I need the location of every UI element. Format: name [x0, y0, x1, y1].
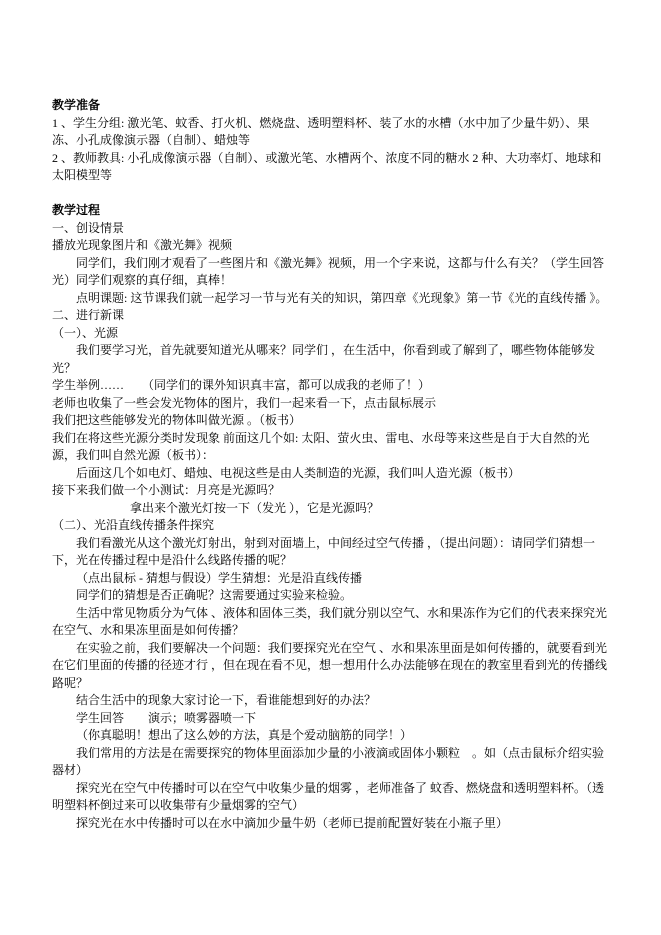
paragraph: 接下来我们做一个小测试：月亮是光源吗？ — [52, 483, 281, 497]
paragraph: 我们要学习光，首先就要知道光从哪来？同学们 ，在生活中，你看到或了解到了，哪些物体能够发光？ — [52, 343, 596, 375]
paragraph: （一）、光源 — [52, 325, 119, 340]
paragraph: 点明课题: 这节课我们就一起学习一节与光有关的知识，第四章《光现象》第一节《光的直线传播 》。 — [76, 290, 608, 305]
paragraph: 学生回答 演示；喷雾器喷一下 — [76, 710, 257, 725]
paragraph: 我们把这些能够发光的物体叫做光源 。（板书） — [52, 413, 302, 427]
paragraph: 二、进行新课 — [52, 308, 125, 322]
paragraph: 在实验之前，我们要解决一个问题：我们要探究光在空气 、水和果冻里面是如何传播的，就要看到光在它们里面的传播的径迹才行 ，但在现在看不见，想一想用什么办法能够在现在的教室里看到光的传播线路呢？ — [52, 640, 608, 690]
paragraph: 一、创设情景 — [52, 220, 125, 235]
paragraph: 拿出来个激光灯按一下（发光 ），它是光源吗？ — [130, 500, 380, 515]
paragraph: 探究光在水中传播时可以在水中滴加少量牛奶（老师已提前配置好装在小瓶子里） — [76, 815, 509, 830]
section-heading-preparation: 教学准备 — [52, 98, 101, 112]
paragraph: 同学们的猜想是否正确呢？这需要通过实验来检验。 — [76, 588, 353, 602]
paragraph: 老师也收集了一些会发光物体的图片，我们一起来看一下，点击鼠标展示 — [52, 395, 437, 410]
paragraph-student-groups: 1 、学生分组: 激光笔、蚊香、打火机、燃烧盘、透明塑料杯、装了水的水槽（水中加了少量牛奶）、果冻、小孔成像演示器（自制）、蜡烛等 — [52, 115, 590, 147]
paragraph: （你真聪明！想出了这么妙的方法，真是个爱动脑筋的同学！） — [76, 728, 413, 742]
paragraph: 我们在将这些光源分类时发现象 前面这几个如: 太阳、萤火虫、雷电、水母等来这些是自于大自然的光源，我们叫自然光源（板书）： — [52, 430, 590, 462]
paragraph: 同学们，我们刚才观看了一些图片和《激光舞》视频，用一个字来说，这都与什么有关？（学生回答 光）同学们观察的真仔细，真棒！ — [52, 255, 617, 287]
paragraph: 探究光在空气中传播时可以在空气中收集少量的烟雾 ，老师准备了 蚊香、燃烧盘和透明塑料杯。（透明塑料杯倒过来可以收集带有少量烟雾的空气） — [52, 780, 605, 812]
paragraph: （点出鼠标 - 猜想与假设）学生猜想：光是沿直线传播 — [76, 570, 362, 585]
paragraph: （二）、光沿直线传播条件探究 — [52, 518, 215, 532]
paragraph: 结合生活中的现象大家讨论一下，看谁能想到好的办法？ — [76, 693, 377, 707]
paragraph: 生活中常见物质分为气体 、液体和固体三类，我们就分别以空气、水和果冻作为它们的代表来探究光在空气、水和果冻里面是如何传播？ — [52, 605, 608, 637]
section-heading-process: 教学过程 — [52, 203, 101, 217]
paragraph: 播放光现象图片和《激光舞》视频 — [52, 238, 233, 252]
paragraph: 学生举例…… （同学们的课外知识真丰富，都可以成我的老师了！） — [52, 378, 431, 392]
paragraph: 我们常用的方法是在需要探究的物体里面添加少量的小液滴或固体小颗粒 。如（点击鼠标介绍实验器材） — [52, 745, 605, 777]
paragraph: 后面这几个如电灯、蜡烛、电视这些是由人类制造的光源，我们叫人造光源（板书） — [76, 465, 521, 480]
paragraph: 我们看激光从这个激光灯射出，射到对面墙上，中间经过空气传播 ，（提出问题）：请同学们猜想一下，光在传播过程中是沿什么线路传播的呢？ — [52, 535, 596, 567]
paragraph-teacher-tools: 2 、教师教具: 小孔成像演示器（自制）、或激光笔、水槽两个、浓度不同的糖水 2 种、大功率灯、地球和太阳模型等 — [52, 150, 602, 182]
